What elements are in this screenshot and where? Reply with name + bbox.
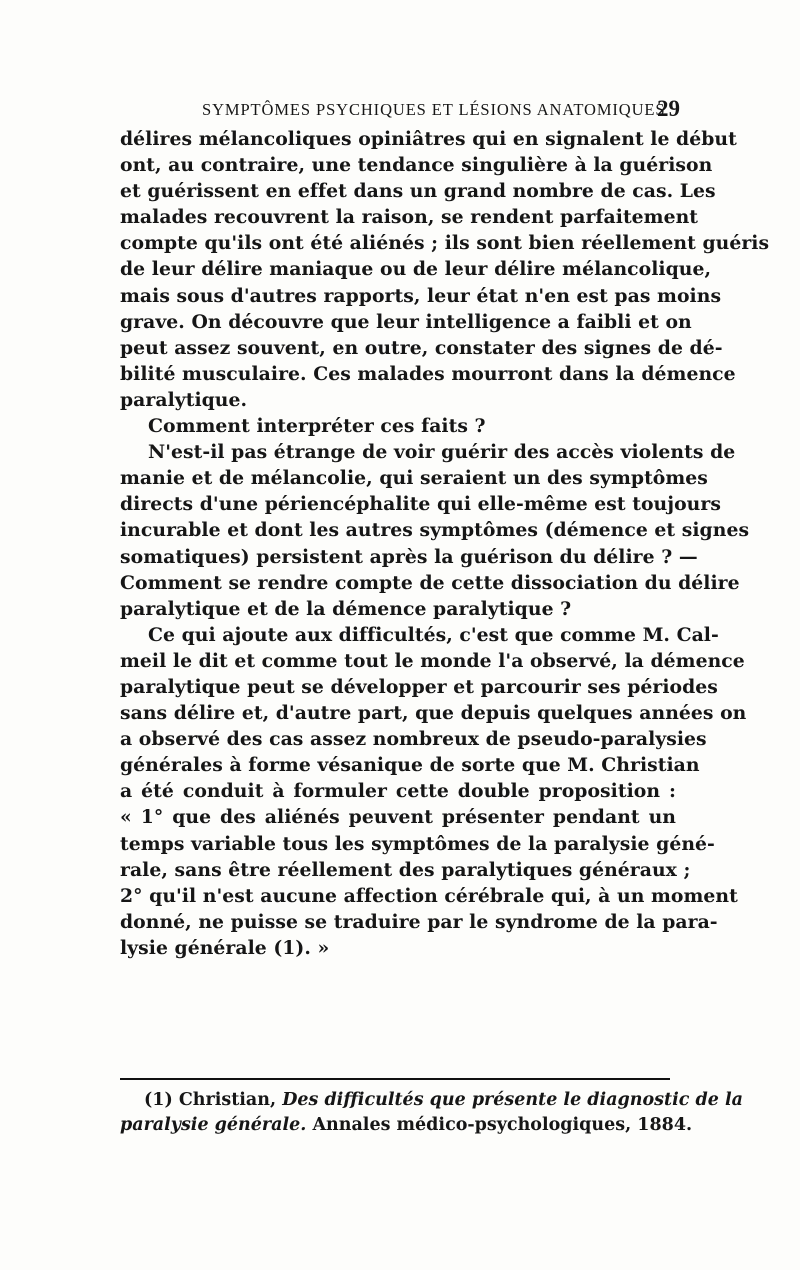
text-line: lysie générale (1). » (120, 936, 330, 959)
text-line: Comment se rendre compte de cette dissociation du délire (120, 571, 740, 594)
footnote (120, 1088, 743, 1138)
text-line: générales à forme vésanique de sorte que M. Christian (120, 754, 700, 777)
footnote-marker: (1) Christian, (144, 1090, 277, 1110)
text-line: sans délire et, d'autre part, que depuis quelques années on (120, 702, 747, 725)
text-line: meil le dit et comme tout le monde l'a observé, la démence (120, 649, 745, 672)
page-header (120, 96, 680, 126)
text-line: grave. On découvre que leur intelligence a faibli et on (120, 310, 692, 333)
text-line: mais sous d'autres rapports, leur état n'en est pas moins (120, 284, 722, 307)
text-line: a été conduit à formuler cette double proposition : (120, 780, 676, 803)
text-line: directs d'une périencéphalite qui elle-même est toujours (120, 493, 721, 516)
footnote-source: Annales médico-psychologiques, 1884. (312, 1115, 693, 1135)
text-line: compte qu'ils ont été aliénés ; ils sont bien réellement guéris (120, 232, 770, 255)
footnote-title: Des difficultés que présente le diagnostic de la (282, 1090, 743, 1110)
footnote-line (120, 1113, 693, 1138)
text-line: malades recouvrent la raison, se rendent parfaitement (120, 206, 699, 229)
text-line: 2° qu'il n'est aucune affection cérébrale qui, à un moment (120, 884, 738, 907)
footnote-title-continued: paralysie générale. (120, 1115, 307, 1135)
text-line: bilité musculaire. Ces malades mourront dans la démence (120, 362, 736, 385)
body-text (120, 126, 770, 961)
text-line: paralytique et de la démence paralytique ? (120, 597, 572, 620)
footnote-divider (120, 1078, 670, 1080)
text-line: incurable et dont les autres symptômes (démence et signes (120, 519, 750, 542)
text-line: N'est-il pas étrange de voir guérir des accès violents de (148, 441, 736, 464)
text-line: donné, ne puisse se traduire par le syndrome de la para- (120, 910, 718, 933)
text-line: a observé des cas assez nombreux de pseudo-paralysies (120, 728, 707, 751)
running-head: SYMPTÔMES PSYCHIQUES ET LÉSIONS ANATOMIQUES (202, 100, 666, 119)
text-line: manie et de mélancolie, qui seraient un des symptômes (120, 467, 708, 490)
text-line: « 1° que des aliénés peuvent présenter pendant un (120, 806, 676, 829)
text-line: Ce qui ajoute aux difficultés, c'est que comme M. Cal- (148, 623, 719, 646)
text-line: paralytique. (120, 388, 248, 411)
text-line: paralytique peut se développer et parcourir ses périodes (120, 675, 718, 698)
text-line: de leur délire maniaque ou de leur délire mélancolique, (120, 258, 712, 281)
page-number: 29 (657, 96, 680, 121)
text-line: ont, au contraire, une tendance singulière à la guérison (120, 154, 713, 177)
text-line: temps variable tous les symptômes de la paralysie géné- (120, 832, 715, 855)
text-line: peut assez souvent, en outre, constater des signes de dé- (120, 336, 723, 359)
text-line: somatiques) persistent après la guérison du délire ? — (120, 545, 698, 568)
text-line: délires mélancoliques opiniâtres qui en signalent le début (120, 128, 737, 150)
text-line: rale, sans être réellement des paralytiques généraux ; (120, 858, 691, 881)
text-line: et guérissent en effet dans un grand nombre de cas. Les (120, 180, 716, 203)
text-line: Comment interpréter ces faits ? (148, 415, 486, 438)
footnote-line (120, 1088, 743, 1113)
